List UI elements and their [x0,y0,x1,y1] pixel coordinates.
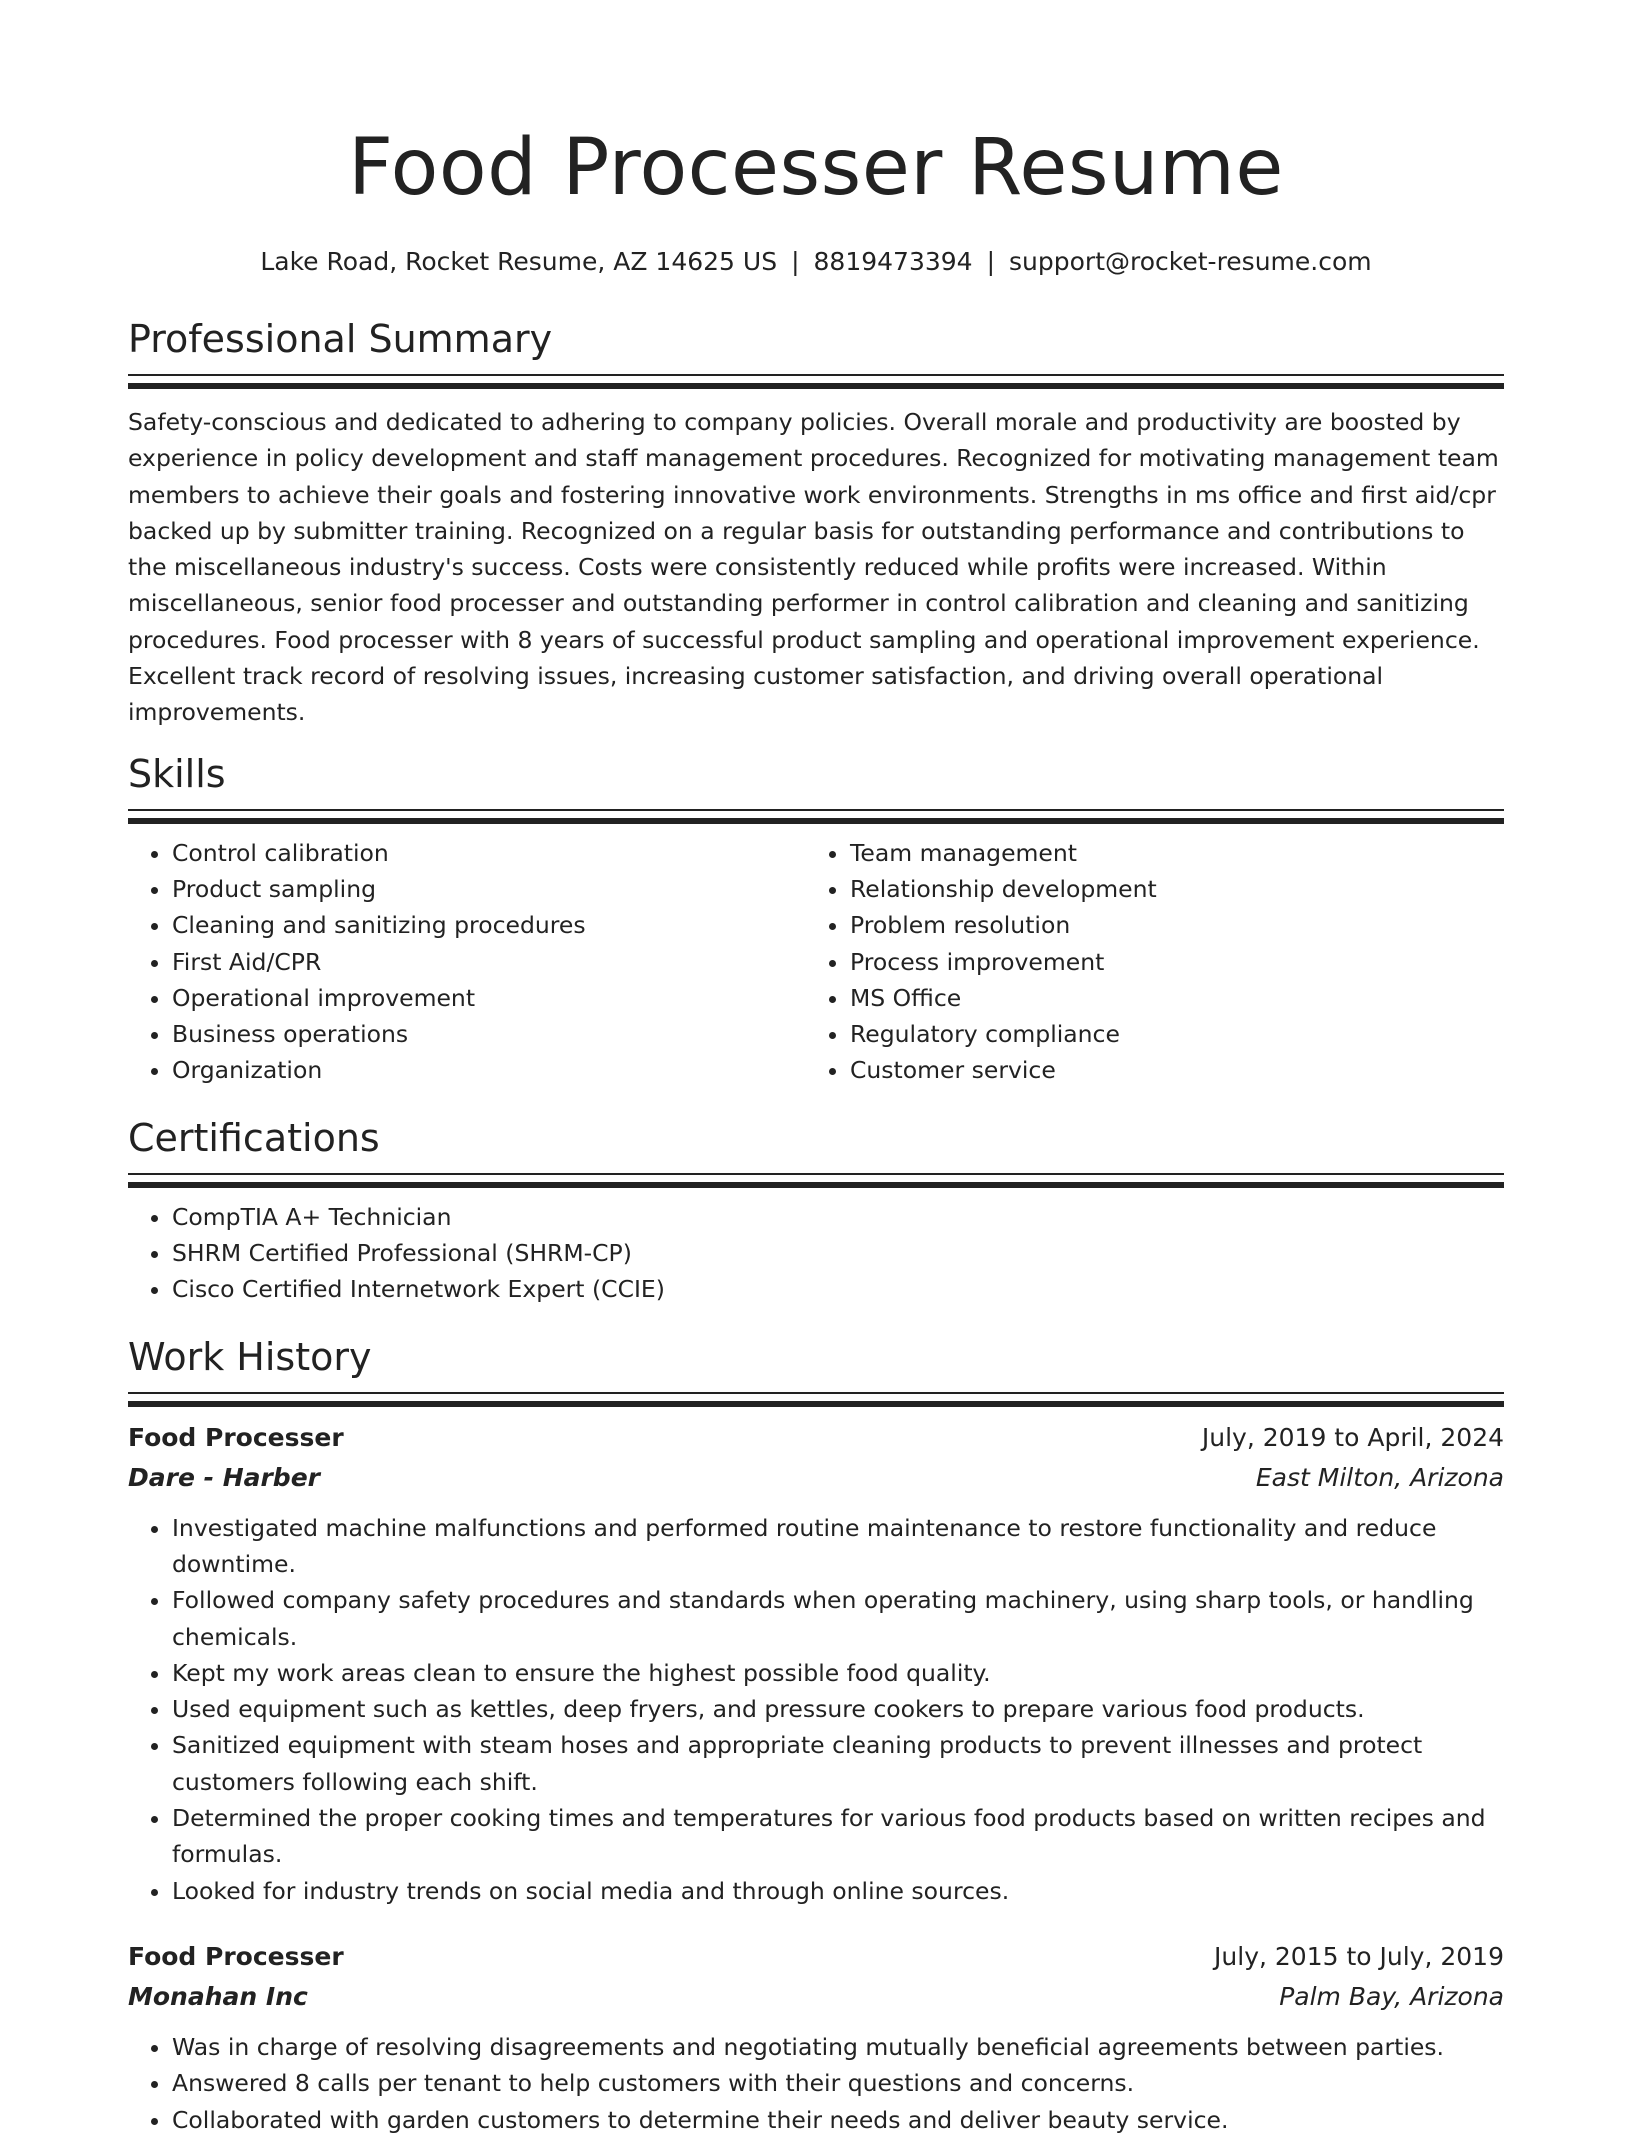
contact-separator: | [986,247,996,276]
skills-list-right [806,835,1484,1089]
summary-text: Safety-conscious and dedicated to adhering to company policies. Overall morale and productivity are boosted by experience in policy development and staff management procedures. Recognized for motivating management team members to achieve their goals and fostering innovative work environments. Strengths in ms office and first aid/cpr backed up by submitter training. Recognized on a regular basis for outstanding performance and contributions to the miscellaneous industry's success. Costs were consistently reduced while profits were increased. Within miscellaneous, senior food processer and outstanding performer in control calibration and cleaning and sanitizing procedures. Food processer with 8 years of successful product sampling and operational improvement experience. Excellent track record of resolving issues, increasing customer satisfaction, and driving overall operational improvements. [128,408,1499,727]
job-duty: • Determined the proper cooking times and temperatures for various food products based on written recipes and formulas. [172,1800,1504,1873]
skill-item: • Operational improvement [172,980,806,1016]
skill-item: • Organization [172,1052,806,1088]
job-location: Palm Bay, Arizona [1279,1981,1504,2011]
job-duty: • Kept my work areas clean to ensure the highest possible food quality. [172,1655,1504,1691]
job-dates: July, 2015 to July, 2019 [1214,1941,1504,1971]
skill-item: • First Aid/CPR [172,944,806,980]
job-subheader [128,1458,1504,1498]
job-entry [128,1418,1504,1909]
skill-item: • Cleaning and sanitizing procedures [172,907,806,943]
contact-phone: 8819473394 [813,247,973,276]
job-duty: • Was in charge of resolving disagreements and negotiating mutually beneficial agreements between parties. [172,2029,1504,2065]
job-duty: • Sanitized equipment with steam hoses and appropriate cleaning products to prevent illnesses and protect customers following each shift. [172,1727,1504,1800]
certifications-section [128,1113,1504,1308]
job-duty: • Investigated machine malfunctions and performed routine maintenance to restore functionality and reduce downtime. [172,1510,1504,1583]
skills-section [128,749,1504,1089]
job-entry [128,1937,1504,2138]
skill-item: • Team management [850,835,1484,871]
skill-item: • MS Office [850,980,1484,1016]
skill-item: • Problem resolution [850,907,1484,943]
job-dates: July, 2019 to April, 2024 [1201,1422,1504,1452]
skill-item: • Regulatory compliance [850,1016,1484,1052]
skills-grid [128,835,1504,1089]
job-header [128,1418,1504,1458]
work-history-section [128,1332,1504,2138]
certification-item: • Cisco Certified Internetwork Expert (CCIE) [172,1271,1504,1307]
section-divider [128,1173,1504,1189]
job-company: Monahan Inc [128,1981,308,2011]
job-duty: • Looked for industry trends on social media and through online sources. [172,1873,1504,1909]
certification-item: • SHRM Certified Professional (SHRM-CP) [172,1235,1504,1271]
contact-line [128,244,1504,280]
skills-heading: Skills [128,751,226,796]
skill-item: • Product sampling [172,871,806,907]
job-duty: • Used equipment such as kettles, deep fryers, and pressure cookers to prepare various food products. [172,1691,1504,1727]
certifications-list [128,1199,1504,1308]
skill-item: • Customer service [850,1052,1484,1088]
summary-section [128,314,1504,731]
job-title: Food Processer [128,1941,344,1971]
section-divider [128,374,1504,390]
job-header [128,1937,1504,1977]
job-location: East Milton, Arizona [1255,1462,1504,1492]
skill-item: • Business operations [172,1016,806,1052]
job-duty: • Followed company safety procedures and standards when operating machinery, using sharp tools, or handling chemicals. [172,1582,1504,1655]
job-subheader [128,1977,1504,2017]
job-duty: • Collaborated with garden customers to determine their needs and deliver beauty service. [172,2102,1504,2138]
job-duty: • Answered 8 calls per tenant to help customers with their questions and concerns. [172,2065,1504,2101]
skill-item: • Control calibration [172,835,806,871]
contact-email[interactable]: support@rocket-resume.com [1009,247,1372,276]
skills-list-left [128,835,806,1089]
contact-separator: | [791,247,800,276]
resume-page [128,0,1504,2138]
job-company: Dare - Harber [128,1462,320,1492]
certifications-heading: Certifications [128,1115,380,1160]
certification-item: • CompTIA A+ Technician [172,1199,1504,1235]
resume-title: Food Processer Resume [348,123,1284,213]
skill-item: • Process improvement [850,944,1484,980]
job-duties [128,2029,1504,2138]
section-divider [128,1392,1504,1408]
summary-heading: Professional Summary [128,317,553,361]
section-divider [128,809,1504,825]
job-duties [128,1510,1504,1909]
skill-item: • Relationship development [850,871,1484,907]
contact-address: Lake Road, Rocket Resume, AZ 14625 US [260,247,778,276]
job-title: Food Processer [128,1422,344,1452]
work-history-heading: Work History [128,1334,372,1379]
